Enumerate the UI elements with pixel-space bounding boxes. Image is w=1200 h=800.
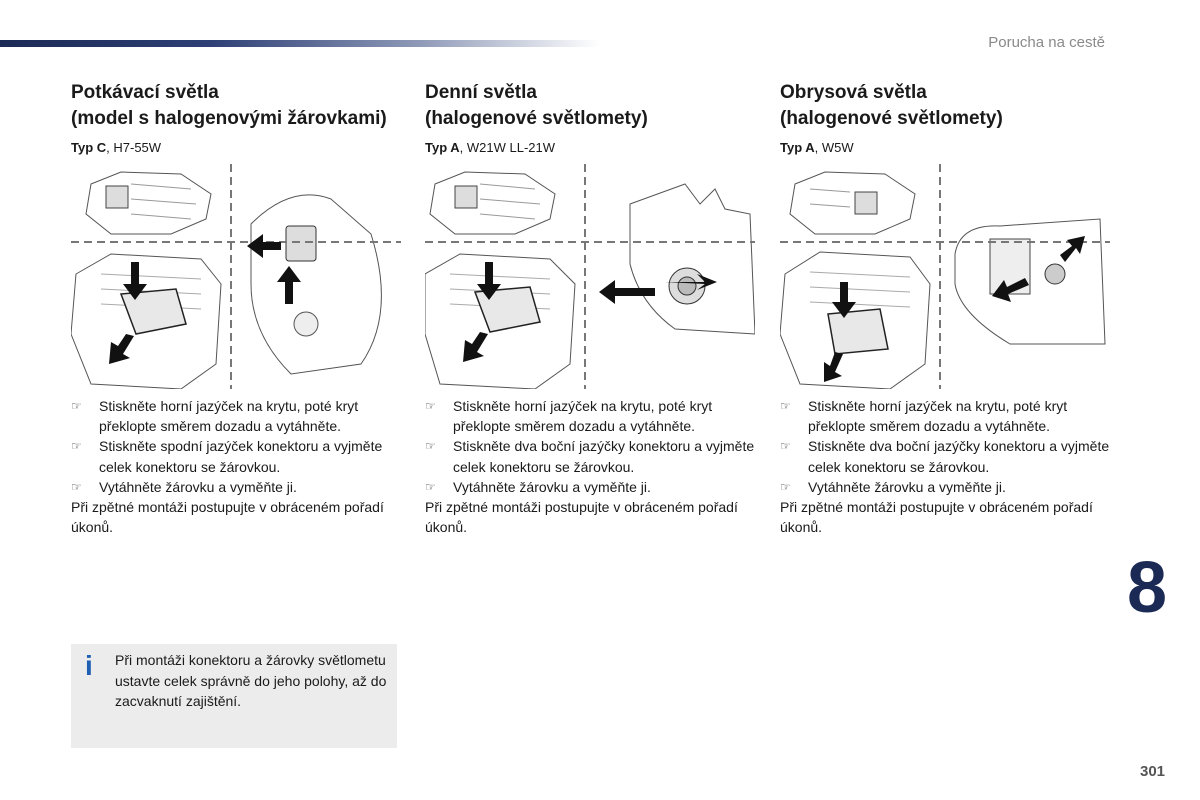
page-number: 301 [1140, 763, 1166, 780]
column-title [425, 80, 755, 132]
bulb-type-label: Typ C [71, 140, 107, 155]
headlamp-diagram-image [425, 164, 755, 389]
step-text: Stiskněte dva boční jazýčky konektoru a vyjměte celek konektoru se žárovkou. [808, 438, 1110, 475]
column-daytime-lights [425, 80, 755, 536]
column-position-lights [780, 80, 1110, 536]
step-item [425, 477, 755, 497]
illustration-low-beam [71, 164, 401, 389]
instructions [425, 396, 755, 537]
bulb-type-value: , W21W LL-21W [459, 140, 556, 155]
reassembly-note: Při zpětné montáži postupujte v obráceném pořadí úkonů. [71, 499, 384, 536]
bulb-type-label: Typ A [780, 140, 815, 155]
column-title [71, 80, 401, 132]
headlamp-diagram-image [780, 164, 1110, 389]
column-title-line1: Potkávací světla [71, 82, 219, 103]
step-item [780, 396, 1110, 436]
step-item [780, 477, 1110, 497]
pointing-hand-icon: ☞ [425, 439, 436, 454]
instructions [780, 396, 1110, 537]
step-text: Vytáhněte žárovku a vyměňte ji. [99, 478, 297, 495]
step-text: Vytáhněte žárovku a vyměňte ji. [453, 478, 651, 495]
bulb-type [71, 140, 401, 156]
column-title-line2: (halogenové světlomety) [780, 108, 1003, 129]
step-item [71, 436, 401, 476]
bulb-type [780, 140, 1110, 156]
illustration-daytime-lights [425, 164, 755, 389]
pointing-hand-icon: ☞ [71, 439, 82, 454]
bulb-type-value: , W5W [814, 140, 854, 155]
pointing-hand-icon: ☞ [71, 479, 82, 494]
step-text: Stiskněte spodní jazýček konektoru a vyjměte celek konektoru se žárovkou. [99, 438, 383, 475]
bulb-type-label: Typ A [425, 140, 460, 155]
step-text: Stiskněte horní jazýček na krytu, poté kryt překlopte směrem dozadu a vytáhněte. [453, 398, 713, 435]
pointing-hand-icon: ☞ [780, 399, 791, 413]
header-gradient-bar [0, 40, 600, 47]
column-title-line2: (model s halogenovými žárovkami) [71, 108, 387, 129]
pointing-hand-icon: ☞ [71, 399, 82, 413]
reassembly-note: Při zpětné montáži postupujte v obráceném pořadí úkonů. [780, 499, 1093, 536]
illustration-position-lights [780, 164, 1110, 389]
info-box [71, 644, 397, 748]
pointing-hand-icon: ☞ [425, 399, 436, 413]
info-text: Při montáži konektoru a žárovky světlometu ustavte celek správně do jeho polohy, až do zacvaknutí zajištění. [115, 652, 387, 709]
info-icon: i [85, 650, 93, 681]
step-text: Stiskněte dva boční jazýčky konektoru a vyjměte celek konektoru se žárovkou. [453, 438, 755, 475]
instructions [71, 396, 401, 537]
headlamp-diagram-image [71, 164, 401, 389]
step-text: Vytáhněte žárovku a vyměňte ji. [808, 478, 1006, 495]
step-item [425, 436, 755, 476]
step-item [71, 477, 401, 497]
column-title-line1: Denní světla [425, 82, 537, 103]
step-item [780, 436, 1110, 476]
step-item [71, 396, 401, 436]
section-title: Porucha na cestě [988, 34, 1105, 51]
step-text: Stiskněte horní jazýček na krytu, poté kryt překlopte směrem dozadu a vytáhněte. [808, 398, 1068, 435]
step-item [425, 396, 755, 436]
step-text: Stiskněte horní jazýček na krytu, poté kryt překlopte směrem dozadu a vytáhněte. [99, 398, 359, 435]
column-title-line1: Obrysová světla [780, 82, 927, 103]
column-title [780, 80, 1110, 132]
pointing-hand-icon: ☞ [425, 479, 436, 494]
column-low-beam [71, 80, 401, 536]
pointing-hand-icon: ☞ [780, 439, 791, 454]
pointing-hand-icon: ☞ [780, 479, 791, 494]
bulb-type [425, 140, 755, 156]
chapter-number: 8 [1127, 548, 1168, 628]
bulb-type-value: , H7-55W [106, 140, 162, 155]
column-title-line2: (halogenové světlomety) [425, 108, 648, 129]
reassembly-note: Při zpětné montáži postupujte v obráceném pořadí úkonů. [425, 499, 738, 536]
